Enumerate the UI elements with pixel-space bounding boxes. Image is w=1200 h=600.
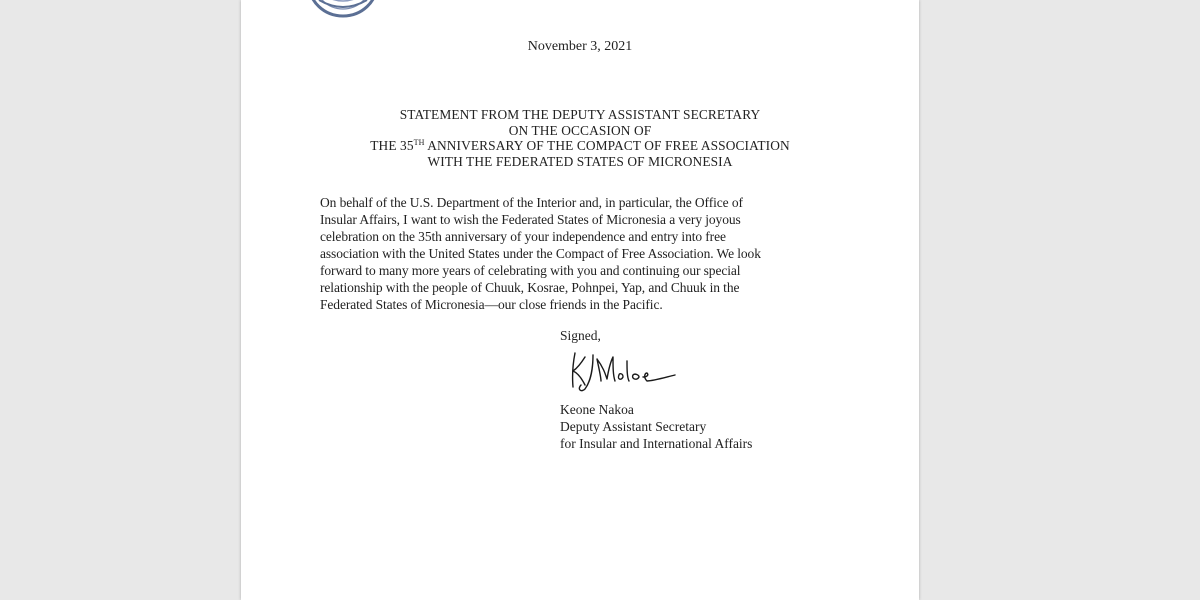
- signed-label: Signed,: [560, 328, 601, 343]
- signature-block: [560, 401, 752, 452]
- handwritten-signature: [563, 347, 678, 395]
- letter-page: [241, 0, 919, 600]
- signer-name: Keone Nakoa: [560, 402, 634, 417]
- title-line-3-superscript: TH: [413, 138, 425, 148]
- letterhead-fragment: [521, 0, 641, 4]
- department-seal-icon: [303, 0, 383, 18]
- statement-title: [241, 107, 919, 170]
- title-line-3-rest: ANNIVERSARY OF THE COMPACT OF FREE ASSOCIATION: [427, 138, 790, 154]
- body-line: relationship with the people of Chuuk, Kosrae, Pohnpei, Yap, and Chuuk in the: [320, 280, 740, 295]
- body-line: association with the United States under the Compact of Free Association. We look: [320, 246, 761, 261]
- title-line-3: [241, 138, 919, 154]
- body-line: Federated States of Micronesia—our close friends in the Pacific.: [320, 297, 663, 312]
- body-line: Insular Affairs, I want to wish the Federated States of Micronesia a very joyous: [320, 212, 741, 227]
- title-line-3-prefix: THE 35: [370, 138, 414, 154]
- statement-body: [320, 194, 850, 313]
- letter-date: November 3, 2021: [527, 39, 633, 54]
- title-line-4: WITH THE FEDERATED STATES OF MICRONESIA: [427, 154, 733, 170]
- signer-office: for Insular and International Affairs: [560, 436, 753, 451]
- title-line-2: ON THE OCCASION OF: [508, 122, 652, 138]
- body-line: On behalf of the U.S. Department of the Interior and, in particular, the Office of: [320, 195, 743, 210]
- body-line: forward to many more years of celebrating with you and continuing our special: [320, 263, 741, 278]
- body-line: celebration on the 35th anniversary of your independence and entry into free: [320, 229, 726, 244]
- title-line-1: STATEMENT FROM THE DEPUTY ASSISTANT SECRETARY: [399, 107, 761, 122]
- signer-title: Deputy Assistant Secretary: [560, 419, 707, 434]
